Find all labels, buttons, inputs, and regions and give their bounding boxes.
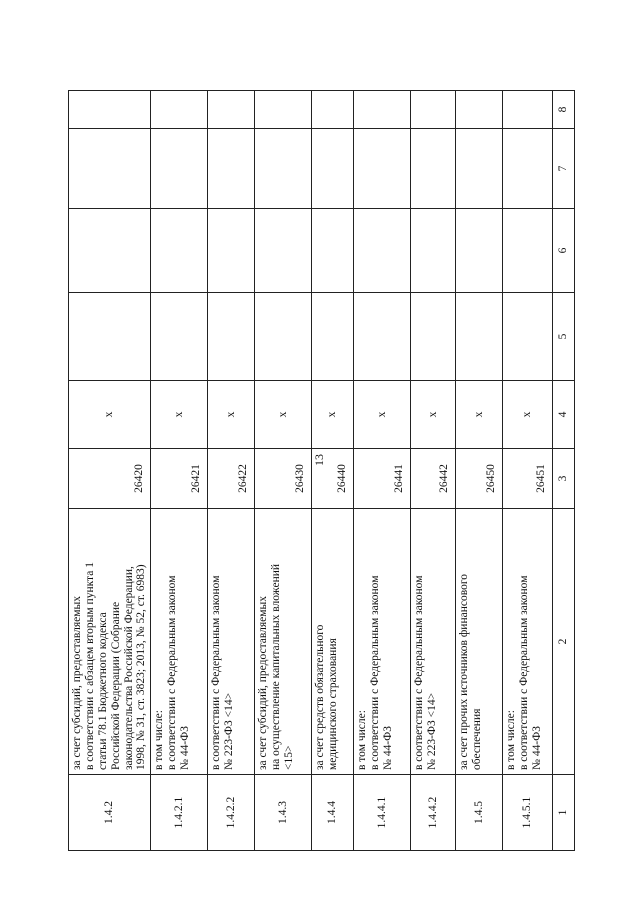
row-x-mark: x <box>503 381 553 449</box>
row-x-mark: x <box>151 381 208 449</box>
description-line: в соответствии с Федеральным законом <box>518 575 531 770</box>
page-number: 13 <box>312 454 326 466</box>
row-x-mark: x <box>69 381 151 449</box>
empty-value-cell <box>354 293 411 381</box>
description-line: за счет субсидий, предоставляемых <box>257 595 270 770</box>
empty-value-cell <box>208 91 255 129</box>
description-line: в том числе: <box>356 710 369 770</box>
row-code: 1.4.4 <box>312 775 354 851</box>
empty-value-cell <box>354 209 411 293</box>
description-line: законодательства Российской Федерации, <box>122 566 135 770</box>
row-code: 1.4.5.1 <box>503 775 553 851</box>
empty-value-cell <box>208 293 255 381</box>
empty-value-cell <box>411 129 456 209</box>
row-line-code: 26442 <box>411 449 456 509</box>
row-x-mark: x <box>312 381 354 449</box>
empty-value-cell <box>354 129 411 209</box>
description-line: № 44-ФЗ <box>531 725 543 770</box>
column-number: 1 <box>553 775 575 851</box>
row-description <box>312 509 354 775</box>
empty-value-cell <box>151 293 208 381</box>
column-number: 7 <box>553 129 575 209</box>
empty-value-cell <box>255 91 312 129</box>
column-number: 5 <box>553 293 575 381</box>
description-line: статьи 78.1 Бюджетного кодекса <box>96 612 109 770</box>
description-line: в том числе: <box>505 710 518 770</box>
table-row <box>411 91 456 851</box>
empty-value-cell <box>411 209 456 293</box>
table-row <box>255 91 312 851</box>
description-line: в том числе: <box>153 710 166 770</box>
column-number: 6 <box>553 209 575 293</box>
empty-value-cell <box>503 209 553 293</box>
empty-value-cell <box>255 209 312 293</box>
description-line: <15> <box>283 745 295 770</box>
empty-value-cell <box>456 293 503 381</box>
empty-value-cell <box>354 91 411 129</box>
row-line-code: 26441 <box>354 449 411 509</box>
column-number: 8 <box>553 91 575 129</box>
row-x-mark: x <box>208 381 255 449</box>
empty-value-cell <box>503 129 553 209</box>
empty-value-cell <box>312 293 354 381</box>
row-line-code: 26450 <box>456 449 503 509</box>
row-x-mark: x <box>354 381 411 449</box>
empty-value-cell <box>151 209 208 293</box>
description-line: 1998, № 31, ст. 3823; 2013, № 52, ст. 6983) <box>135 564 148 770</box>
row-description <box>456 509 503 775</box>
description-line: в соответствии с Федеральным законом <box>413 575 426 770</box>
empty-value-cell <box>312 209 354 293</box>
table-row <box>312 91 354 851</box>
rotated-table-container <box>68 91 572 851</box>
row-x-mark: x <box>255 381 312 449</box>
empty-value-cell <box>312 91 354 129</box>
description-line: № 223-ФЗ <14> <box>426 692 439 770</box>
row-code: 1.4.2.1 <box>151 775 208 851</box>
report-table <box>68 90 575 851</box>
description-line: за счет средств обязательного <box>314 624 327 770</box>
column-number-row <box>553 91 575 851</box>
row-description <box>151 509 208 775</box>
empty-value-cell <box>69 129 151 209</box>
empty-value-cell <box>151 91 208 129</box>
column-number: 3 <box>553 449 575 509</box>
row-line-code: 26422 <box>208 449 255 509</box>
table-row <box>151 91 208 851</box>
description-line: № 44-ФЗ <box>179 725 191 770</box>
row-code: 1.4.5 <box>456 775 503 851</box>
row-description <box>69 509 151 775</box>
empty-value-cell <box>411 293 456 381</box>
row-code: 1.4.4.2 <box>411 775 456 851</box>
empty-value-cell <box>69 293 151 381</box>
row-line-code: 26440 <box>312 449 354 509</box>
row-description <box>255 509 312 775</box>
empty-value-cell <box>69 209 151 293</box>
description-line: в соответствии с Федеральным законом <box>166 575 179 770</box>
row-code: 1.4.4.1 <box>354 775 411 851</box>
description-line: обеспечения <box>471 708 484 770</box>
table-row <box>208 91 255 851</box>
table-row <box>456 91 503 851</box>
empty-value-cell <box>208 129 255 209</box>
description-line: медицинского страхования <box>327 638 340 770</box>
row-line-code: 26421 <box>151 449 208 509</box>
row-description <box>354 509 411 775</box>
empty-value-cell <box>69 91 151 129</box>
description-line: № 44-ФЗ <box>382 725 394 770</box>
row-line-code: 26430 <box>255 449 312 509</box>
description-line: за счет прочих источников финансового <box>458 574 471 770</box>
row-description <box>503 509 553 775</box>
empty-value-cell <box>456 91 503 129</box>
empty-value-cell <box>255 293 312 381</box>
empty-value-cell <box>151 129 208 209</box>
row-line-code: 26451 <box>503 449 553 509</box>
row-description <box>411 509 456 775</box>
description-line: за счет субсидий, предоставляемых <box>71 595 83 770</box>
description-line: в соответствии с абзацем вторым пункта 1 <box>83 562 96 770</box>
empty-value-cell <box>411 91 456 129</box>
description-line: Российской Федерации (Собрание <box>109 601 122 770</box>
empty-value-cell <box>255 129 312 209</box>
column-number: 4 <box>553 381 575 449</box>
table-row <box>354 91 411 851</box>
description-line: в соответствии с Федеральным законом <box>210 575 223 770</box>
empty-value-cell <box>503 91 553 129</box>
table-row <box>503 91 553 851</box>
row-description <box>208 509 255 775</box>
row-line-code: 26420 <box>69 449 151 509</box>
empty-value-cell <box>312 129 354 209</box>
table-row <box>69 91 151 851</box>
row-code: 1.4.3 <box>255 775 312 851</box>
empty-value-cell <box>503 293 553 381</box>
empty-value-cell <box>456 129 503 209</box>
row-x-mark: x <box>411 381 456 449</box>
description-line: в соответствии с Федеральным законом <box>369 575 382 770</box>
row-code: 1.4.2 <box>69 775 151 851</box>
empty-value-cell <box>208 209 255 293</box>
row-code: 1.4.2.2 <box>208 775 255 851</box>
column-number: 2 <box>553 509 575 775</box>
description-line: на осуществление капитальных вложений <box>270 563 283 770</box>
empty-value-cell <box>456 209 503 293</box>
description-line: № 223-ФЗ <14> <box>223 692 236 770</box>
row-x-mark: x <box>456 381 503 449</box>
